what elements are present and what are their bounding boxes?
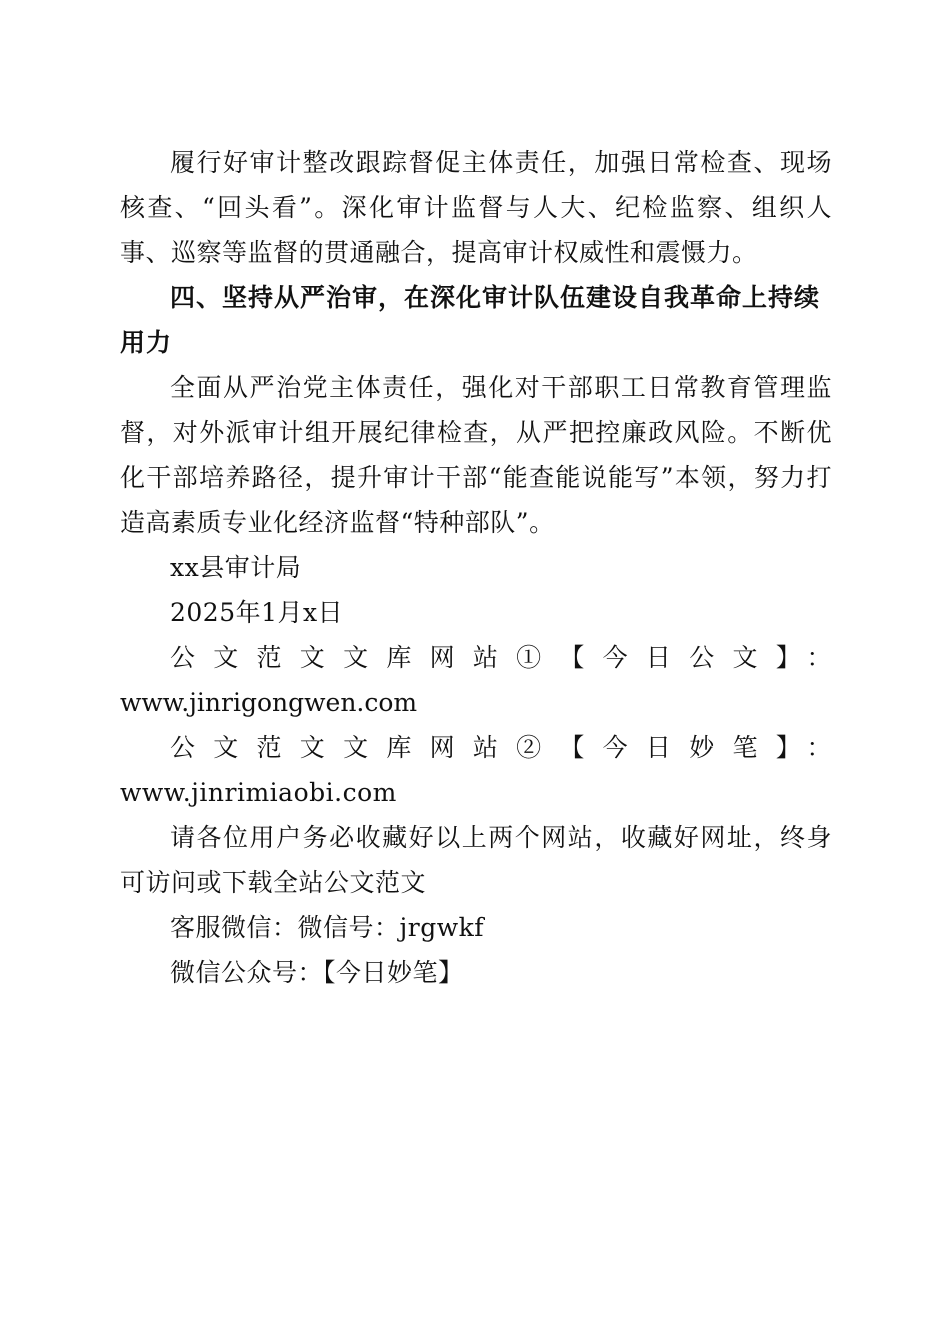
site-1-label: 公文范文文库网站①【今日公文】： bbox=[170, 643, 832, 672]
section-heading-4: 四、坚持从严治审，在深化审计队伍建设自我革命上持续用力 bbox=[120, 283, 821, 357]
site-1-url[interactable]: www.jinrigongwen.com bbox=[120, 688, 418, 717]
bookmark-notice: 请各位用户务必收藏好以上两个网站，收藏好网址，终身可访问或下载全站公文范文 bbox=[120, 823, 832, 897]
document-body bbox=[120, 140, 832, 995]
customer-service-wechat: 客服微信：微信号：jrgwkf bbox=[170, 913, 485, 942]
paragraph-discipline: 全面从严治党主体责任，强化对干部职工日常教育管理监督，对外派审计组开展纪律检查，从严把控廉政风险。不断优化干部培养路径，提升审计干部“能查能说能写”本领，努力打造高素质专业化经济监督“特种部队”。 bbox=[120, 373, 832, 537]
paragraph-rectification: 履行好审计整改跟踪督促主体责任，加强日常检查、现场核查、“回头看”。深化审计监督与人大、纪检监察、组织人事、巡察等监督的贯通融合，提高审计权威性和震慑力。 bbox=[120, 148, 832, 267]
signature-organization: xx县审计局 bbox=[170, 553, 302, 582]
site-2-line[interactable]: 公文范文文库网站②【今日妙笔】：www.jinrimiaobi.com bbox=[120, 733, 832, 807]
wechat-public-account: 微信公众号：【今日妙笔】 bbox=[170, 958, 464, 987]
signature-date: 2025年1月x日 bbox=[170, 598, 344, 627]
